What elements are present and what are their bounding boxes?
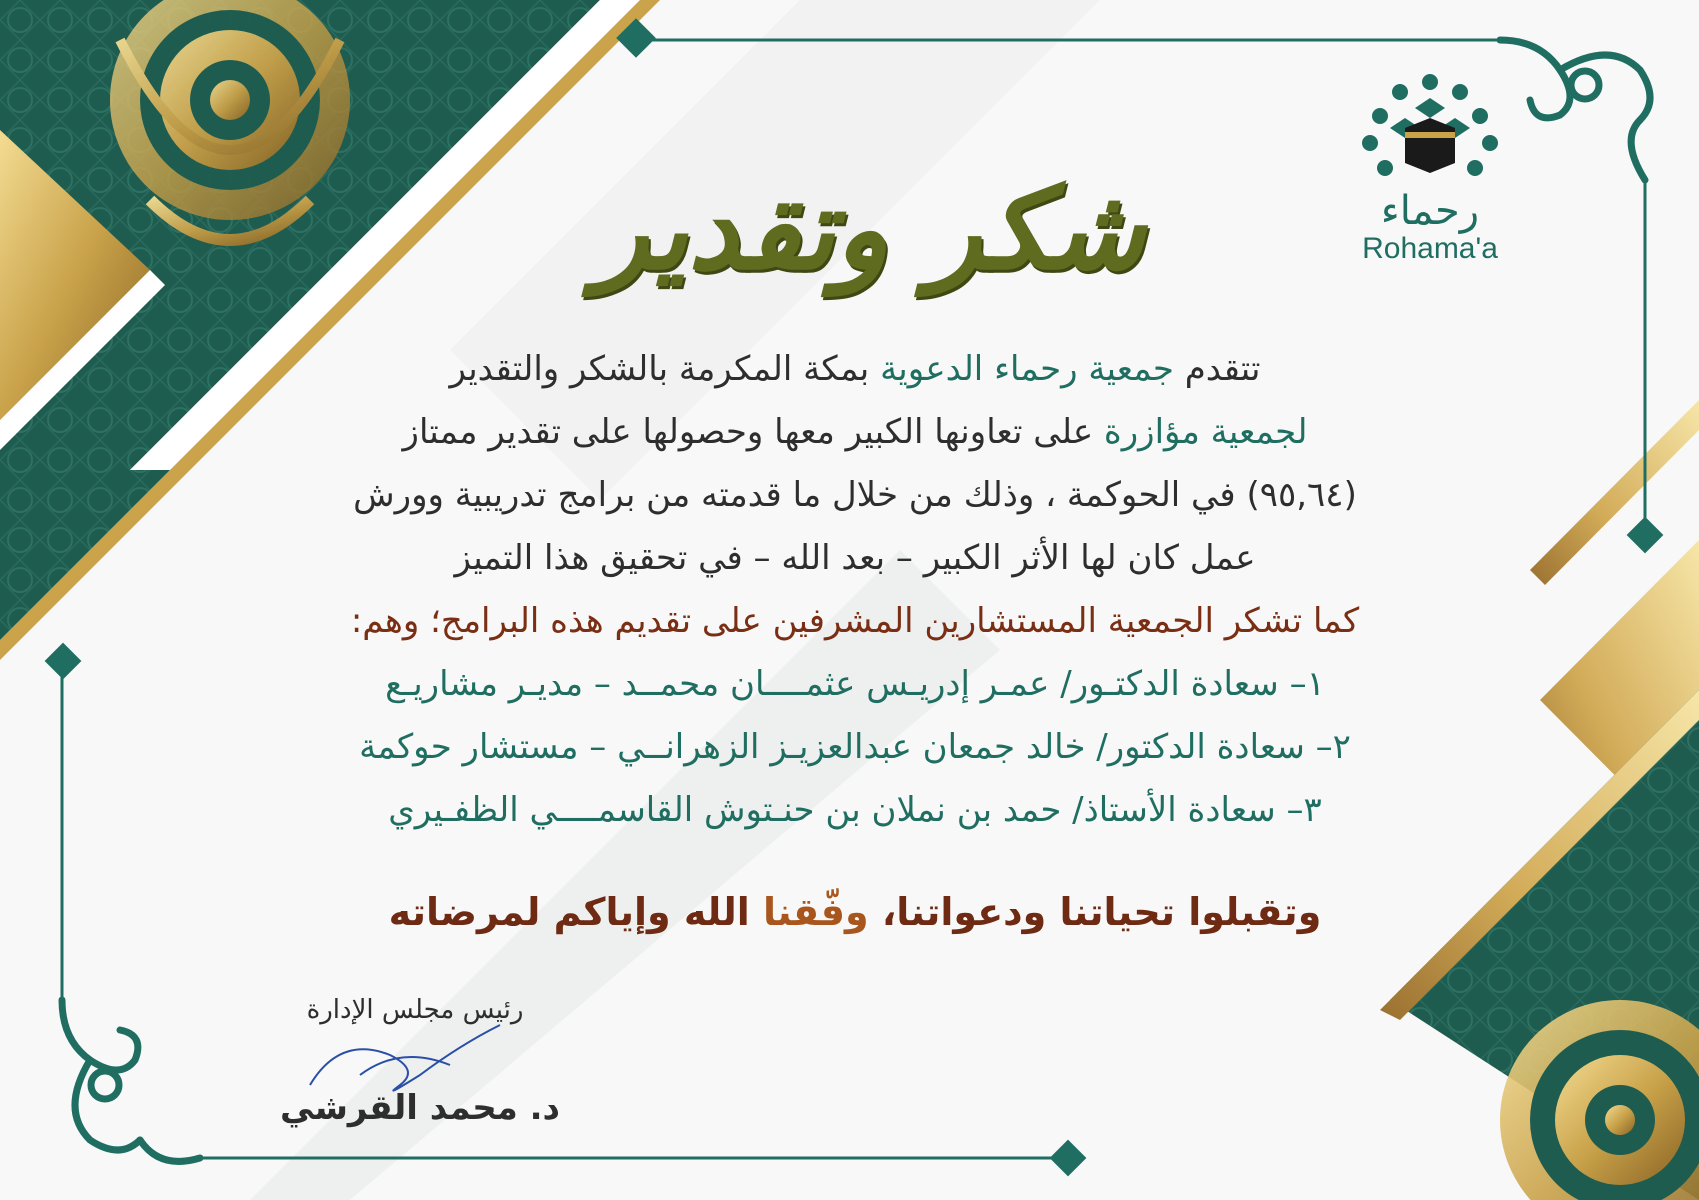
consultant-3: ٣– سعادة الأستاذ/ حمد بن نملان بن حنـتوش القاسمــــي الظفـيري — [388, 790, 1322, 830]
ornament-top-left — [110, 0, 350, 240]
body-line-2 — [230, 401, 1480, 464]
certificate-body — [230, 338, 1480, 842]
logo-english-name: Rohama'a — [1362, 232, 1498, 265]
closing-before: وتقبلوا تحياتنا ودعواتنا، — [868, 890, 1322, 934]
body-line-5: كما تشكر الجمعية المستشارين المشرفين على تقديم هذه البرامج؛ وهم: — [350, 601, 1360, 641]
kaaba-emblem-icon — [1345, 68, 1515, 183]
body-line-1-highlight: جمعية رحماء الدعوية — [880, 349, 1174, 389]
consultant-1: ١– سعادة الدكتـور/ عمـر إدريـس عثمــــان محمــد – مديـر مشاريـع — [385, 664, 1325, 704]
body-line-2-after: على تعاونها الكبير معها وحصولها على تقدير ممتاز — [402, 412, 1104, 452]
corner-scroll-top-right — [1500, 40, 1650, 180]
body-line-1-after: بمكة المكرمة بالشكر والتقدير — [449, 349, 881, 389]
closing-after: الله وإياكم لمرضاته — [388, 890, 763, 934]
consultant-2: ٢– سعادة الدكتور/ خالد جمعان عبدالعزيـز الزهرانــي – مستشار حوكمة — [359, 727, 1351, 767]
body-line-3: (٩٥,٦٤) في الحوكمة ، وذلك من خلال ما قدمته من برامج تدريبية وورش — [353, 475, 1357, 515]
logo-arabic-name: رحماء — [1380, 188, 1480, 234]
rohamaa-logo — [1345, 68, 1515, 265]
body-line-2-highlight: لجمعية مؤازرة — [1103, 412, 1308, 452]
body-line-1-before: تتقدم — [1173, 349, 1261, 389]
closing-highlight: وفّقنا — [762, 890, 869, 934]
certificate-title: شكر وتقدير — [594, 164, 1146, 295]
signature-title: رئيس مجلس الإدارة — [306, 995, 524, 1025]
signature-name: د. محمد القرشي — [280, 1088, 560, 1128]
closing-line — [230, 890, 1480, 934]
corner-scroll-bottom-left — [62, 1000, 200, 1161]
body-line-4: عمل كان لها الأثر الكبير – بعد الله – في تحقيق هذا التميز — [454, 538, 1256, 578]
body-line-1 — [230, 338, 1480, 401]
